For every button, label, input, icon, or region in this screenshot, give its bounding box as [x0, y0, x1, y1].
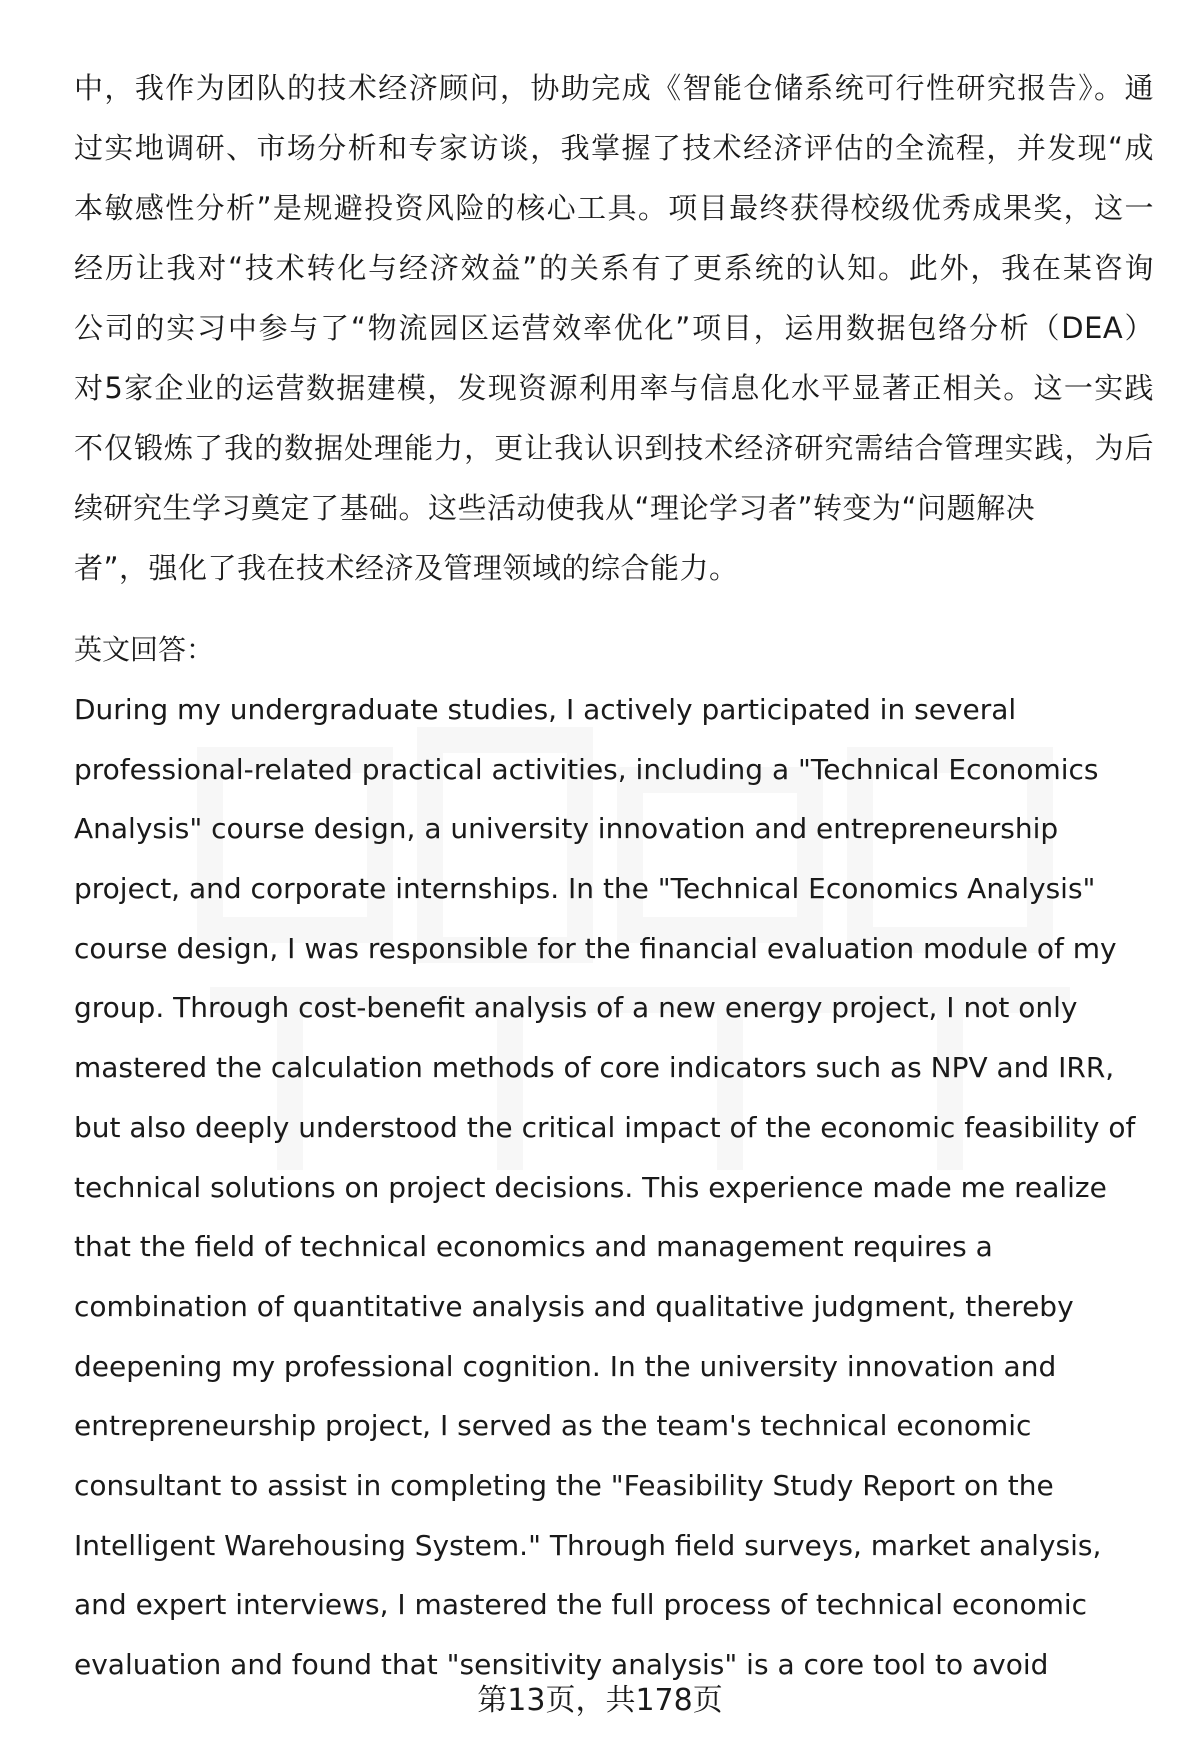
- english-line: deepening my professional cognition. In the university innovation and: [74, 1349, 1057, 1383]
- english-line: course design, I was responsible for the financial evaluation module of my: [74, 931, 1117, 965]
- english-line: and expert interviews, I mastered the full process of technical economic: [74, 1588, 1088, 1622]
- english-line: Analysis" course design, a university innovation and entrepreneurship: [74, 812, 1059, 846]
- english-line: professional-related practical activities, including a "Technical Economics: [74, 752, 1099, 786]
- english-line: group. Through cost-benefit analysis of a new energy project, I not only: [74, 991, 1078, 1025]
- english-line: that the field of technical economics and management requires a: [74, 1230, 993, 1264]
- english-line: evaluation and found that "sensitivity analysis" is a core tool to avoid: [74, 1648, 1049, 1681]
- chinese-line: 过实地调研、市场分析和专家访谈，我掌握了技术经济评估的全流程，并发现“成: [74, 131, 1154, 165]
- chinese-line: 不仅锻炼了我的数据处理能力，更让我认识到技术经济研究需结合管理实践，为后: [74, 431, 1154, 465]
- chinese-line: 对5家企业的运营数据建模，发现资源利用率与信息化水平显著正相关。这一实践: [74, 371, 1154, 405]
- chinese-line: 公司的实习中参与了“物流园区运营效率优化”项目，运用数据包络分析（DEA）: [74, 311, 1154, 345]
- english-line: entrepreneurship project, I served as the team's technical economic: [74, 1409, 1032, 1443]
- english-line: combination of quantitative analysis and qualitative judgment, thereby: [74, 1289, 1074, 1323]
- page-number-footer: 第13页，共178页: [477, 1683, 723, 1718]
- chinese-line: 中，我作为团队的技术经济顾问，协助完成《智能仓储系统可行性研究报告》。通: [74, 71, 1154, 105]
- english-line: technical solutions on project decisions. This experience made me realize: [74, 1170, 1107, 1204]
- chinese-line: 本敏感性分析”是规避投资风险的核心工具。项目最终获得校级优秀成果奖，这一: [74, 191, 1154, 225]
- chinese-paragraph: [74, 58, 1154, 598]
- english-answer-label: 英文回答：: [74, 633, 215, 666]
- chinese-line: 者”，强化了我在技术经济及管理领域的综合能力。: [74, 551, 739, 585]
- english-line: project, and corporate internships. In the "Technical Economics Analysis": [74, 872, 1096, 906]
- chinese-line: 续研究生学习奠定了基础。这些活动使我从“理论学习者”转变为“问题解决: [74, 491, 1036, 525]
- chinese-line: 经历让我对“技术转化与经济效益”的关系有了更系统的认知。此外，我在某咨询: [74, 251, 1154, 285]
- english-line: consultant to assist in completing the "Feasibility Study Report on the: [74, 1468, 1054, 1502]
- english-line: During my undergraduate studies, I actively participated in several: [74, 693, 1017, 726]
- english-line: mastered the calculation methods of core indicators such as NPV and IRR,: [74, 1051, 1115, 1085]
- english-line: Intelligent Warehousing System." Through field surveys, market analysis,: [74, 1528, 1102, 1562]
- english-paragraph: [74, 680, 1154, 1695]
- english-line: but also deeply understood the critical impact of the economic feasibility of: [74, 1110, 1136, 1144]
